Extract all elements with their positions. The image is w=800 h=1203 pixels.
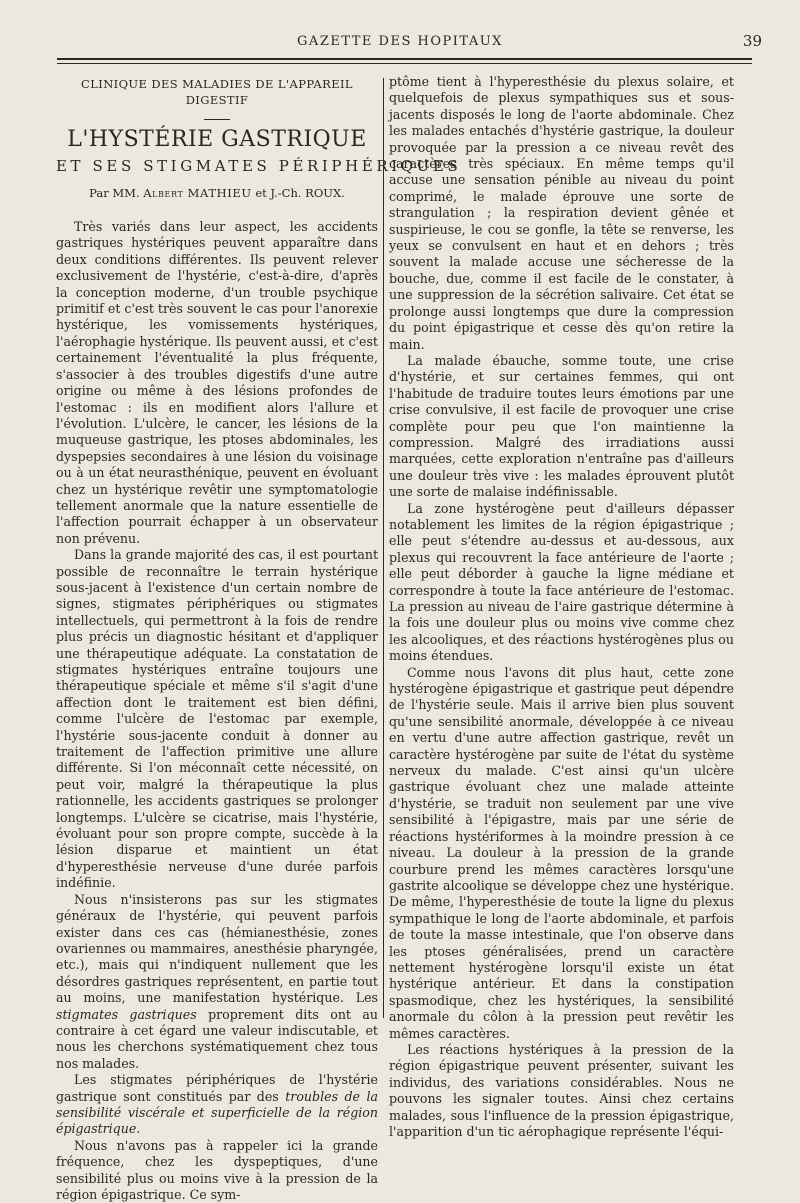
section-rule (204, 119, 230, 120)
paragraph (56, 892, 378, 1072)
right-column (389, 74, 734, 1140)
page-number: 39 (742, 32, 762, 50)
paragraph: La malade ébauche, somme toute, une crise d'hystérie, et sur certaines femmes, qui ont l'habitude de traduire toutes leurs émotions par une crise convulsive, il est facile de provoquer une crise complète pour peu que l'on maintienne la compression. Malgré des irradiations aussi marquées, cette exploration n'entraîne pas d'ailleurs une douleur très vive : les malades éprouvent plutôt une sorte de malaise indéfinissable. (389, 352, 734, 500)
paragraph-text: Les stigmates périphériques de l'hystérie gastrique sont constitués par des (56, 1072, 378, 1104)
paragraph: La zone hystérogène peut d'ailleurs dépasser notablement les limites de la région épigastrique ; elle peut s'étendre au-dessus et au-dessous, aux plexus qui recouvrent la face antérieure de l'aorte ; elle peut déborder à gauche la ligne médiane et correspondre à toute la face antérieure de l'estomac. La pression au niveau de l'aire gastrique détermine à la fois une douleur plus ou moins vive comme chez les alcooliques, et des réactions hystérogènes plus ou moins étendues. (389, 500, 734, 664)
paragraph (56, 1072, 378, 1138)
article-title: L'HYSTÉRIE GASTRIQUE (67, 126, 367, 152)
paragraph: ptôme tient à l'hyperesthésie du plexus solaire, et quelquefois de plexus sympathiques sus et sous-jacents disposés le long de l'aorte abdominale. Chez les malades entachés d'hystérie gastrique, la douleur provoquée par la pression a ce niveau revêt des caractères très spéciaux. En même temps qu'il accuse une sensation pénible au niveau du point comprimé, le malade éprouve une sorte de strangulation ; la respiration devient gênée et suspirieuse, le cou se gonfle, la tête se renverse, les yeux se convulsent en haut et en dehors ; très souvent la malade accuse une sécheresse de la bouche, due, comme il est facile de le constater, à une suppression de la sécrétion salivaire. Cet état se prolonge aussi longtemps que dure la compression du point épigastrique et cesse dès qu'on retire la main. (389, 74, 734, 352)
italic-phrase: troubles de la sensibilité viscérale et superficielle de la région épigastrique. (56, 1088, 378, 1137)
paragraph: Comme nous l'avons dit plus haut, cette zone hystérogène épigastrique et gastrique peut dépendre de l'hystérie seule. Mais il arrive bien plus souvent qu'une sensibilité anormale, développée à ce niveau en vertu d'une autre affection gastrique, revêt un caractère hystérogène par suite de l'état du système nerveux du malade. C'est ainsi qu'un ulcère gastrique évoluant chez une malade atteinte d'hystérie, se traduit non seulement par une vive sensibilité à l'épigastre, mais par une série de réactions hystériformes à la moindre pression à ce niveau. La douleur à la pression de la grande courbure prend les mêmes caractères lorsqu'une gastrite alcoolique se développe chez une hystérique. De même, l'hyperesthésie de toute la ligne du plexus sympathique le long de l'aorte abdominale, et parfois de toute la masse intestinale, que l'on observe dans les ptoses généralisées, prend un caractère nettement hystérogène lorsqu'il existe un état hystérique antérieur. Et dans la constipation spasmodique, chez les hystériques, la sensibilité anormale du côlon à la pression peut revêtir les mêmes caractères. (389, 664, 734, 1041)
paragraph-text: proprement dits ont au contraire à cet égard une valeur indiscutable, et nous les cherchons systématiquement chez tous nos malades. (56, 1006, 379, 1071)
header-rule-thick (57, 58, 752, 60)
section-label: CLINIQUE DES MALADIES DE L'APPAREIL DIGESTIF (81, 77, 353, 108)
article-subtitle: ET SES STIGMATES PÉRIPHÉRIQUES (56, 157, 462, 176)
byline-join: et (255, 185, 267, 200)
paragraph: Dans la grande majorité des cas, il est pourtant possible de reconnaître le terrain hystérique sous-jacent à l'existence d'un certain nombre de signes, stigmates périphériques ou stigmates intellectuels, qui permettront à la fois de rendre plus précis un diagnostic hésitant et d'appliquer une thérapeutique adéquate. La constatation de stigmates hystériques entraîne toujours une thérapeutique spéciale et même s'il s'agit d'une affection dont le traitement est bien défini, comme l'ulcère de l'estomac par exemple, l'hystérie sous-jacente conduit à donner au traitement de l'affection primitive une allure différente. Si l'on méconnaît cette nécessité, on peut voir, malgré la thérapeutique la plus rationnelle, les accidents gastriques se prolonger longtemps. L'ulcère se cicatrise, mais l'hystérie, évoluant pour son propre compte, succède à la lésion disparue et maintient un état d'hyperesthésie nerveuse d'une durée parfois indéfinie. (56, 547, 379, 891)
byline (56, 185, 378, 201)
header-rule-thin (57, 63, 752, 64)
byline-prefix: Par MM. (89, 185, 140, 200)
paragraph: Très variés dans leur aspect, les accidents gastriques hystériques peuvent apparaître dans deux conditions différentes. Ils peuvent relever exclusivement de l'hystérie, c'est-à-dire, d'après la conception moderne, d'un trouble psychique primitif et c'est très souvent le cas pour l'anorexie hystérique, les vomissements hystériques, l'aérophagie hystérique. Ils peuvent aussi, et c'est certainement l'éventualité la plus fréquente, s'associer à des troubles digestifs d'une autre origine ou même à des lésions profondes de l'estomac : ils en modifient alors l'allure et l'évolution. L'ulcère, le cancer, les lésions de la muqueuse gastrique, les ptoses abdominales, les dyspepsies secondaires à une lésion du voisinage ou à un état neurasthénique, peuvent en évoluant chez un hystérique revêtir une symptomatologie tellement anormale que la nature essentielle de l'affection pourrait échapper à un observateur non prévenu. (56, 219, 378, 546)
paragraph: Les réactions hystériques à la pression de la région épigastrique peuvent présenter, suivant les individus, des variations considérables. Nous ne pouvons les signaler toutes. Ainsi chez certains malades, sous l'influence de la pression épigastrique, l'apparition d'un tic aérophagique représente l'équi- (389, 1041, 734, 1139)
paragraph-text: Nous n'insisterons pas sur les stigmates généraux de l'hystérie, qui peuvent parfois exister dans ces cas (hémianesthésie, zones ovariennes ou mammaires, anesthésie pharyngée, etc.), mais qui n'indiquent nullement que les désordres gastriques représentent, en partie tout au moins, une manifestation hystérique. Les (56, 891, 378, 1006)
running-title: GAZETTE DES HOPITAUX (297, 34, 503, 49)
paragraph: Nous n'avons pas à rappeler ici la grande fréquence, chez les dyspeptiques, d'une sensibilité plus ou moins vive à la pression de la région épigastrique. Ce sym- (56, 1137, 378, 1202)
author-2: J.-Ch. ROUX. (270, 185, 345, 200)
left-column (56, 72, 462, 1203)
author-1: Albert MATHIEU (143, 185, 252, 200)
italic-phrase: stigmates gastriques (56, 1006, 197, 1022)
column-divider (383, 78, 384, 1018)
